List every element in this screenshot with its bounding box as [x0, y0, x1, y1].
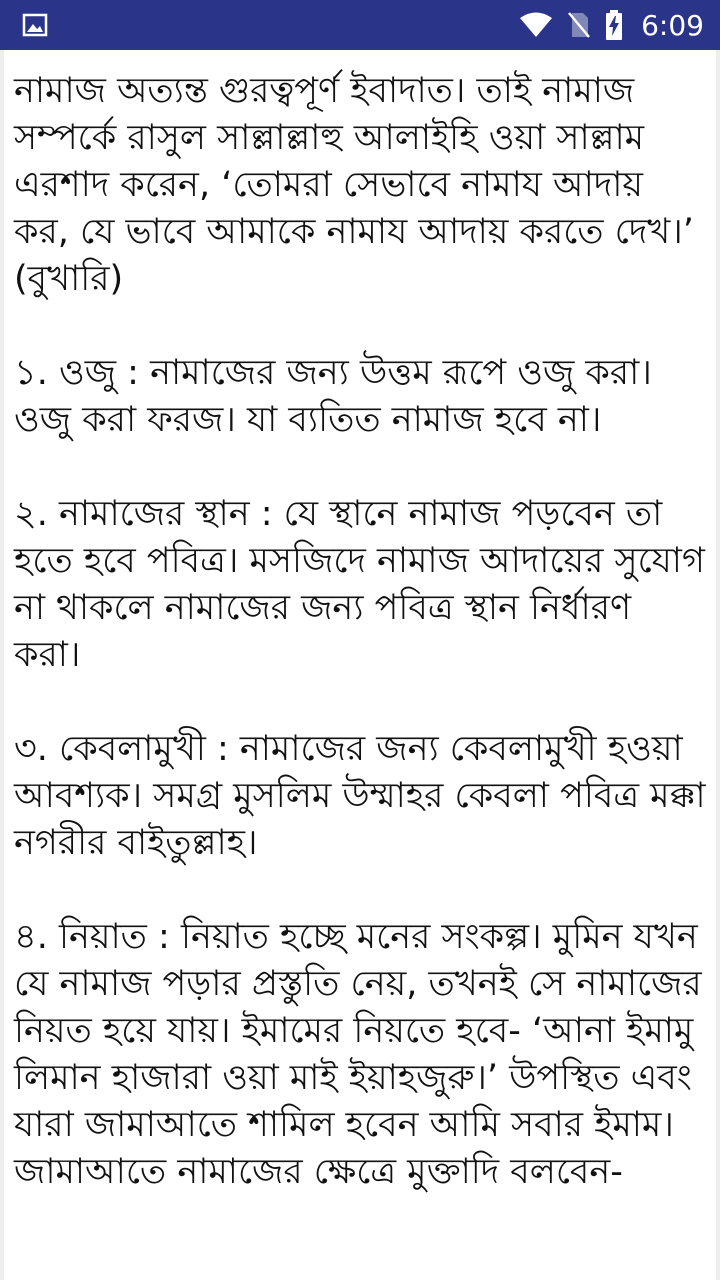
image-notification-icon [22, 13, 48, 37]
paragraph-intro: নামাজ অত্যন্ত গুরত্বপূর্ণ ইবাদাত। তাই নামাজ সম্পর্কে রাসুল সাল্লাল্লাহু আলাইহি ওয়া সাল্লাম এরশাদ করেন, ‘তোমরা সেভাবে নামায আদায় কর, যে ভাবে আমাকে নামায আদায় করতে দেখ।’ (বুখারি) [14, 71, 694, 299]
status-bar [0, 0, 720, 50]
paragraph-spacer [14, 444, 708, 491]
status-bar-right [519, 9, 704, 42]
paragraph-qibla: ৩. কেবলামুখী : নামাজের জন্য কেবলামুখী হওয়া আবশ্যক। সমগ্র মুসলিম উম্মাহর কেবলা পবিত্র মক্কা নগরীর বাইতুল্লাহ। [14, 729, 706, 863]
status-time: 6:09 [641, 8, 704, 42]
paragraph-ablution: ১. ওজু : নামাজের জন্য উত্তম রূপে ওজু করা। ওজু করা ফরজ। যা ব্যতিত নামাজ হবে না। [14, 353, 652, 440]
article-content[interactable] [4, 50, 716, 1280]
no-sim-icon [567, 11, 591, 39]
paragraph-place: ২. নামাজের স্থান : যে স্থানে নামাজ পড়বেন তা হতে হবে পবিত্র। মসজিদে নামাজ আদায়ের সুযোগ না থাকলে নামাজের জন্য পবিত্র স্থান নির্ধারণ করা। [14, 494, 705, 675]
paragraph-spacer [14, 867, 708, 914]
paragraph-spacer [14, 679, 708, 726]
status-bar-left [22, 13, 48, 37]
battery-charging-icon [605, 10, 623, 40]
paragraph-intention: ৪. নিয়াত : নিয়াত হচ্ছে মনের সংকল্প। মুমিন যখন যে নামাজ পড়ার প্রস্তুতি নেয়, তখনই সে নামাজের নিয়ত হয়ে যায়। ইমামের নিয়তে হবে- ‘আনা ইমামু লিমান হাজারা ওয়া মাই ইয়াহজুরু।’ উপস্থিত এবং যারা জামাআতে শামিল হবেন আমি সবার ইমাম। জামাআতে নামাজের ক্ষেত্রে মুক্তাদি বলবেন- [14, 917, 702, 1192]
wifi-icon [519, 12, 553, 38]
paragraph-spacer [14, 303, 708, 350]
